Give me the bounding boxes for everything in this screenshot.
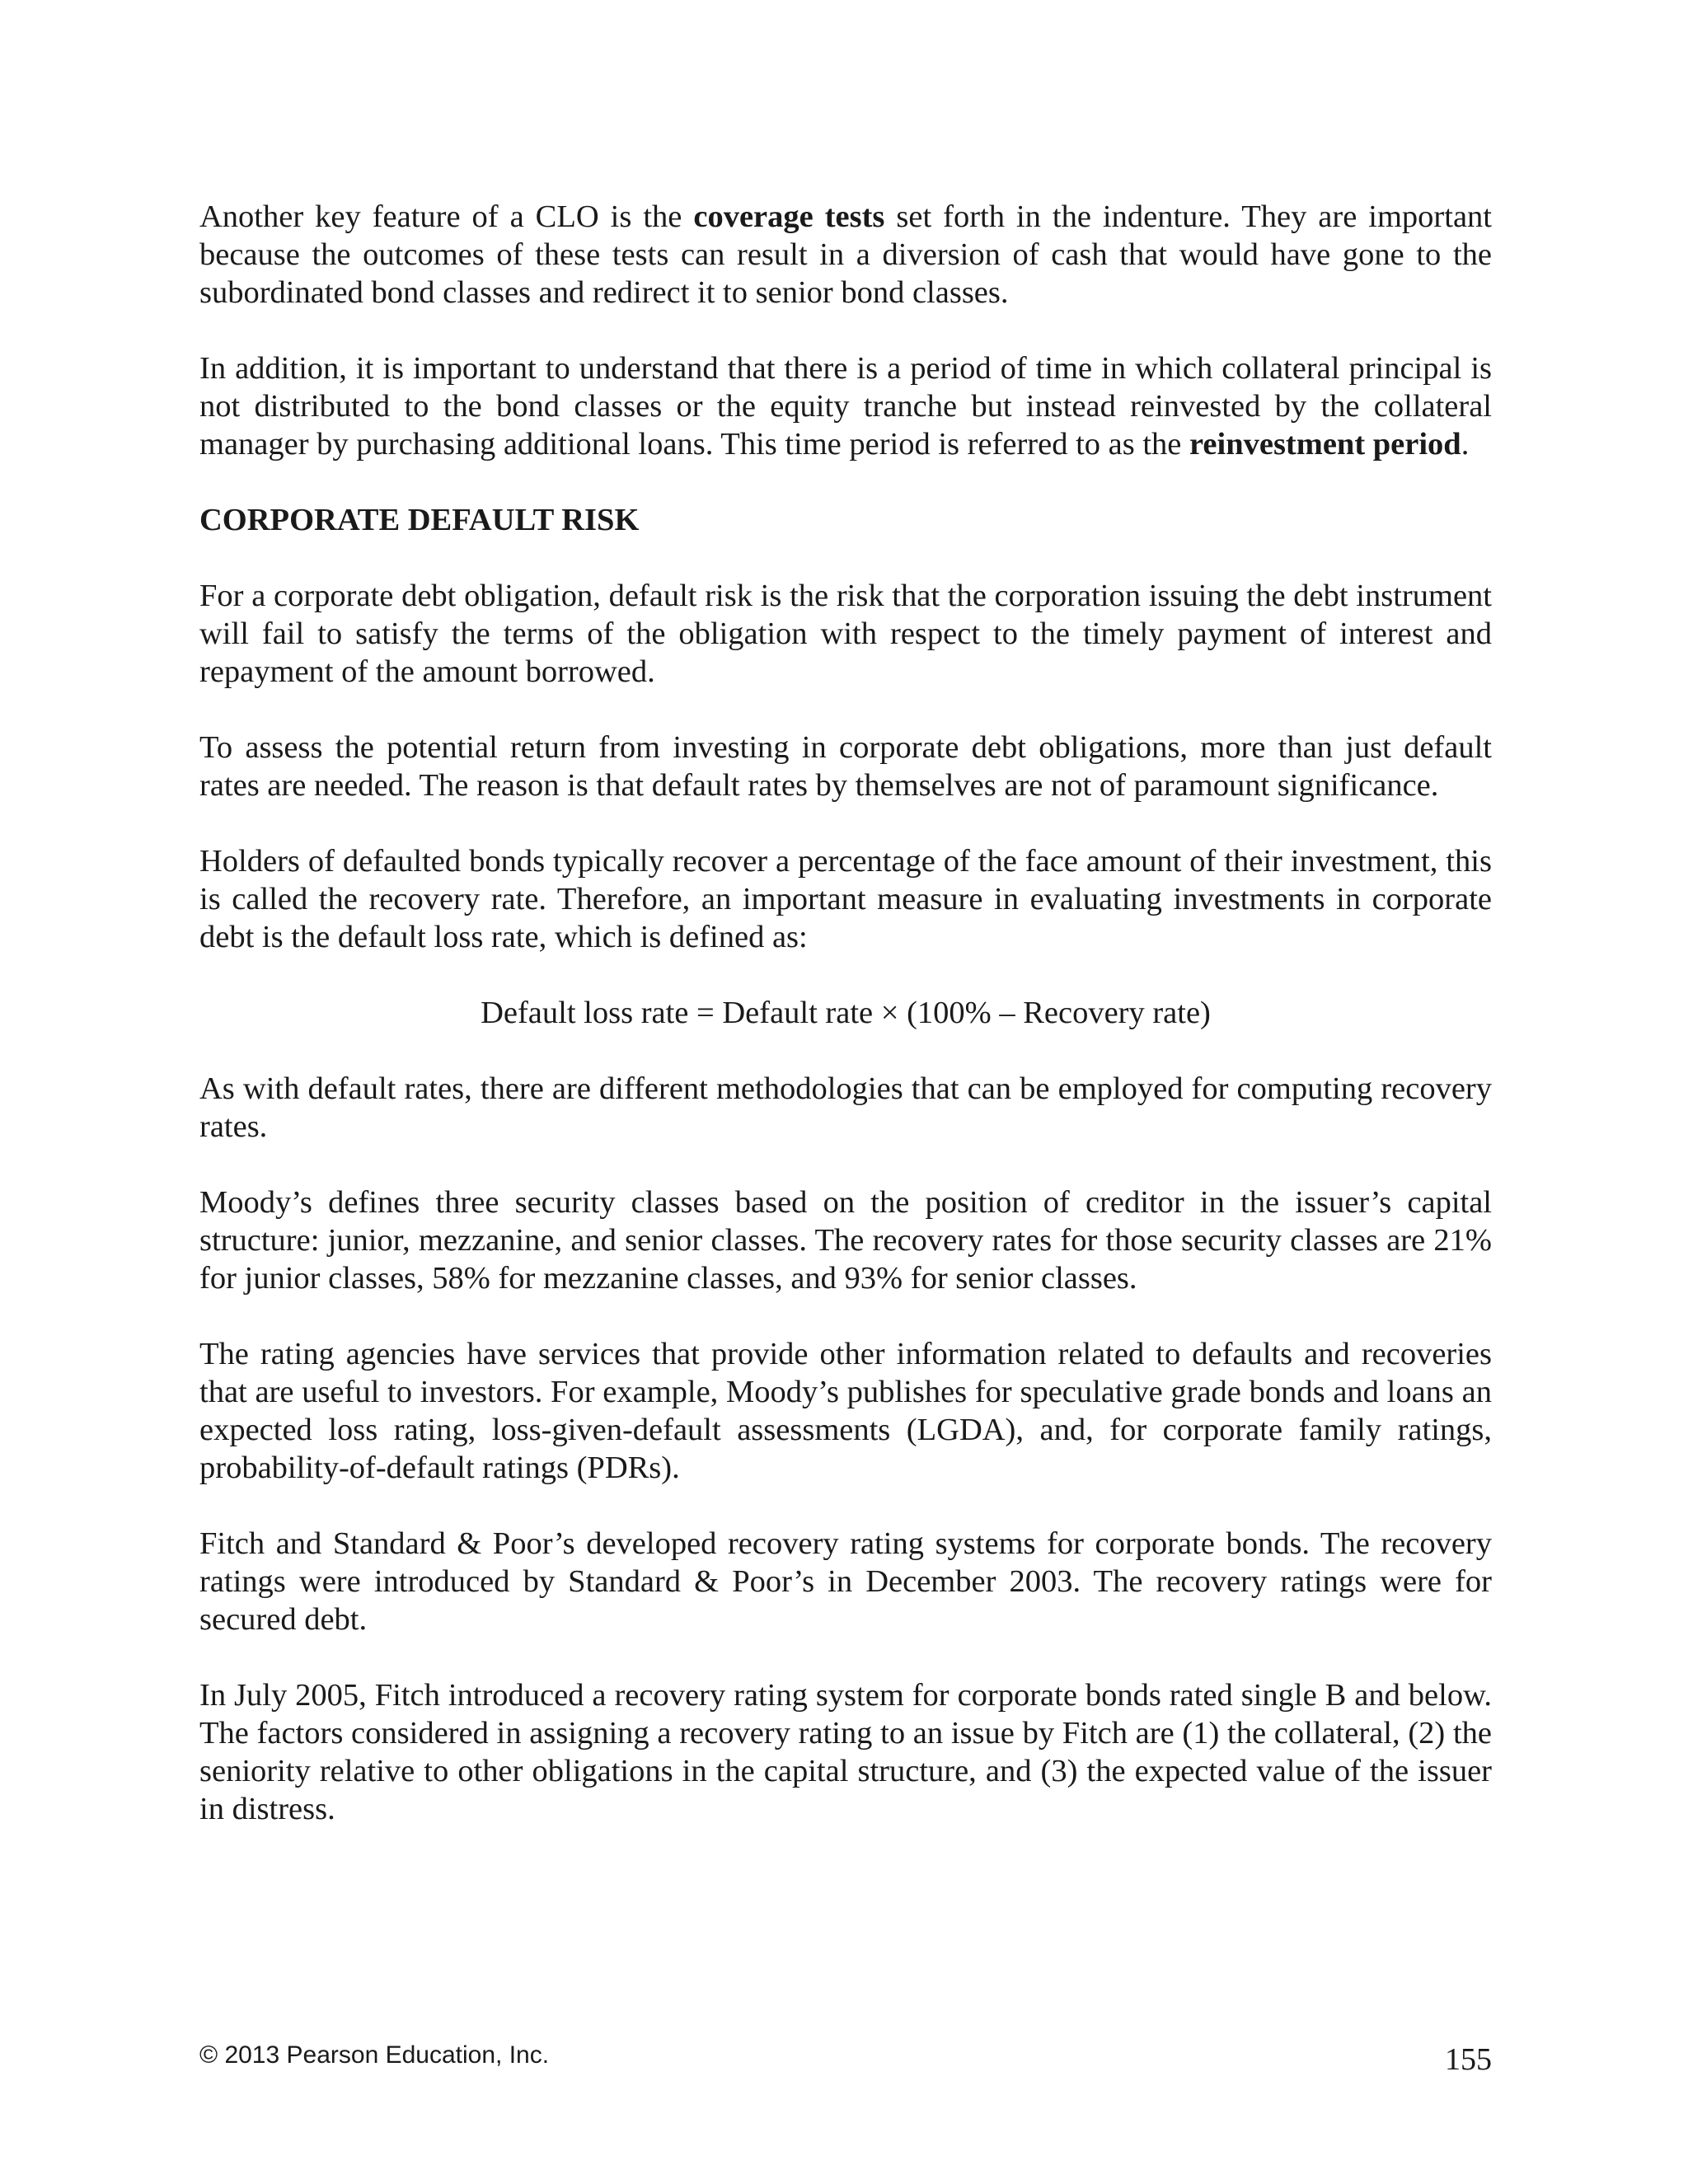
footer-copyright: © 2013 Pearson Education, Inc.	[199, 2041, 550, 2069]
bold-term-reinvestment-period: reinvestment period	[1189, 427, 1461, 462]
text-run: In addition, it is important to understand that there is a period of time in which collateral principal is not distributed to the bond classes or the equity tranche but instead reinvested by the collateral manager by purchasing additional loans. This time period is referred to as the	[199, 351, 1492, 462]
paragraph-coverage-tests	[199, 198, 1492, 312]
page-number: 155	[1445, 2042, 1492, 2077]
text-run: Another key feature of a CLO is the	[199, 199, 694, 234]
paragraph-rating-agencies: The rating agencies have services that provide other information related to defaults and recoveries that are useful to investors. For example, Moody’s publishes for speculative grade bonds and loans an expected loss rating, loss-given-default assessments (LGDA), and, for corporate family ratings, probability-of-default ratings (PDRs).	[199, 1337, 1492, 1485]
paragraph-reinvestment-period	[199, 349, 1492, 463]
paragraph-fitch-2005: In July 2005, Fitch introduced a recovery rating system for corporate bonds rated single B and below. The factors considered in assigning a recovery rating to an issue by Fitch are (1) the collateral, (2) the seniority relative to other obligations in the capital structure, and (3) the expected value of the issuer in distress.	[199, 1678, 1492, 1826]
page-body	[199, 198, 1492, 1866]
bold-term-coverage-tests: coverage tests	[693, 199, 885, 234]
section-heading: CORPORATE DEFAULT RISK	[199, 503, 640, 537]
text-run: set forth in the indenture. They are important because the outcomes of these tests can result in a diversion of cash that would have gone to the subordinated bond classes and redirect it to senior bond classes.	[199, 199, 1492, 310]
paragraph-potential-return: To assess the potential return from investing in corporate debt obligations, more than just default rates are needed. The reason is that default rates by themselves are not of paramount significance.	[199, 730, 1492, 803]
paragraph-methodologies: As with default rates, there are different methodologies that can be employed for computing recovery rates.	[199, 1071, 1492, 1144]
paragraph-fitch-sp: Fitch and Standard & Poor’s developed recovery rating systems for corporate bonds. The recovery ratings were introduced by Standard & Poor’s in December 2003. The recovery ratings were for secured debt.	[199, 1526, 1492, 1637]
paragraph-moodys-security-classes: Moody’s defines three security classes based on the position of creditor in the issuer’s capital structure: junior, mezzanine, and senior classes. The recovery rates for those security classes are 21% for junior classes, 58% for mezzanine classes, and 93% for senior classes.	[199, 1185, 1492, 1296]
text-run: .	[1461, 427, 1470, 462]
formula-default-loss-rate: Default loss rate = Default rate × (100% – Recovery rate)	[481, 996, 1211, 1030]
paragraph-default-risk-definition: For a corporate debt obligation, default risk is the risk that the corporation issuing the debt instrument will fail to satisfy the terms of the obligation with respect to the timely payment of interest and repayment of the amount borrowed.	[199, 579, 1492, 689]
paragraph-recovery-rate: Holders of defaulted bonds typically recover a percentage of the face amount of their investment, this is called the recovery rate. Therefore, an important measure in evaluating investments in corporate debt is the default loss rate, which is defined as:	[199, 844, 1492, 954]
